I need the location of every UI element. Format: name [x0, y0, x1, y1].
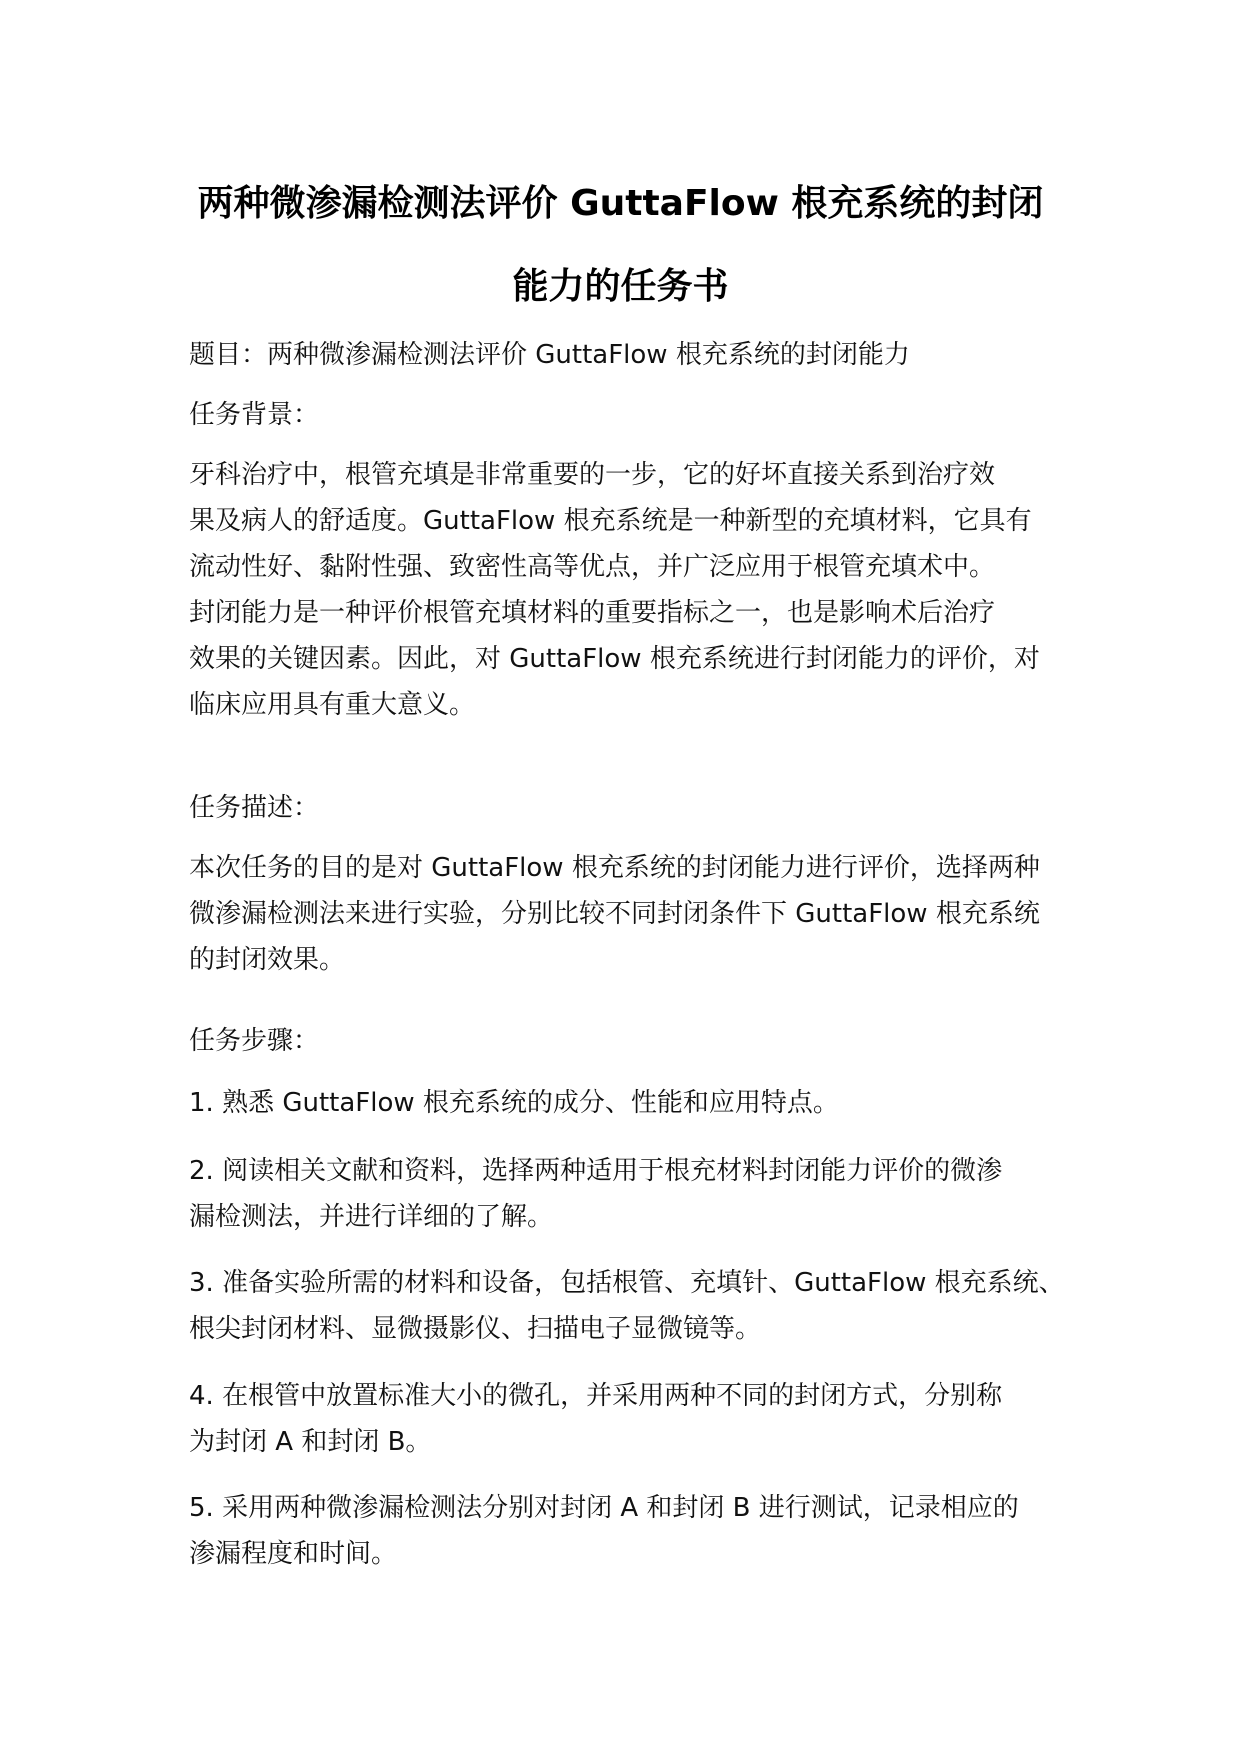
step-item	[189, 1373, 1079, 1465]
step-line: 为封闭 A 和封闭 B。	[189, 1427, 432, 1457]
topic-line	[189, 332, 1079, 378]
step-line: 渗漏程度和时间。	[189, 1539, 398, 1569]
background-line: 效果的关键因素。因此，对 GuttaFlow 根充系统进行封闭能力的评价，对	[189, 644, 1040, 674]
background-paragraph	[189, 452, 1079, 728]
step-item	[189, 1080, 1079, 1126]
step-line: 3. 准备实验所需的材料和设备，包括根管、充填针、GuttaFlow 根充系统、	[189, 1268, 1065, 1298]
step-item	[189, 1485, 1079, 1577]
step-line: 1. 熟悉 GuttaFlow 根充系统的成分、性能和应用特点。	[189, 1088, 839, 1118]
step-line: 根尖封闭材料、显微摄影仪、扫描电子显微镜等。	[189, 1314, 762, 1344]
step-line: 漏检测法，并进行详细的了解。	[189, 1202, 554, 1232]
background-line: 封闭能力是一种评价根管充填材料的重要指标之一，也是影响术后治疗	[189, 598, 996, 628]
step-item	[189, 1148, 1079, 1240]
description-line: 本次任务的目的是对 GuttaFlow 根充系统的封闭能力进行评价，选择两种	[189, 853, 1040, 883]
document-title-line-1: 两种微渗漏检测法评价 GuttaFlow 根充系统的封闭	[197, 183, 1044, 224]
background-line: 临床应用具有重大意义。	[189, 690, 476, 720]
background-line: 果及病人的舒适度。GuttaFlow 根充系统是一种新型的充填材料，它具有	[189, 506, 1032, 536]
description-heading	[189, 785, 1079, 831]
description-line: 微渗漏检测法来进行实验，分别比较不同封闭条件下 GuttaFlow 根充系统	[189, 899, 1040, 929]
step-item	[189, 1260, 1079, 1352]
description-heading-text: 任务描述：	[189, 793, 320, 823]
topic-text: 题目：两种微渗漏检测法评价 GuttaFlow 根充系统的封闭能力	[189, 340, 910, 370]
background-line: 流动性好、黏附性强、致密性高等优点，并广泛应用于根管充填术中。	[189, 552, 996, 582]
background-heading	[189, 392, 1079, 438]
document-title-line-2: 能力的任务书	[512, 266, 729, 307]
step-line: 2. 阅读相关文献和资料，选择两种适用于根充材料封闭能力评价的微渗	[189, 1156, 1003, 1186]
steps-heading	[189, 1018, 1079, 1064]
description-line: 的封闭效果。	[189, 945, 346, 975]
steps-heading-text: 任务步骤：	[189, 1026, 320, 1056]
background-heading-text: 任务背景：	[189, 400, 320, 430]
description-paragraph	[189, 845, 1079, 983]
background-line: 牙科治疗中，根管充填是非常重要的一步，它的好坏直接关系到治疗效	[189, 460, 996, 490]
step-line: 4. 在根管中放置标准大小的微孔，并采用两种不同的封闭方式，分别称	[189, 1381, 1003, 1411]
step-line: 5. 采用两种微渗漏检测法分别对封闭 A 和封闭 B 进行测试，记录相应的	[189, 1493, 1019, 1523]
